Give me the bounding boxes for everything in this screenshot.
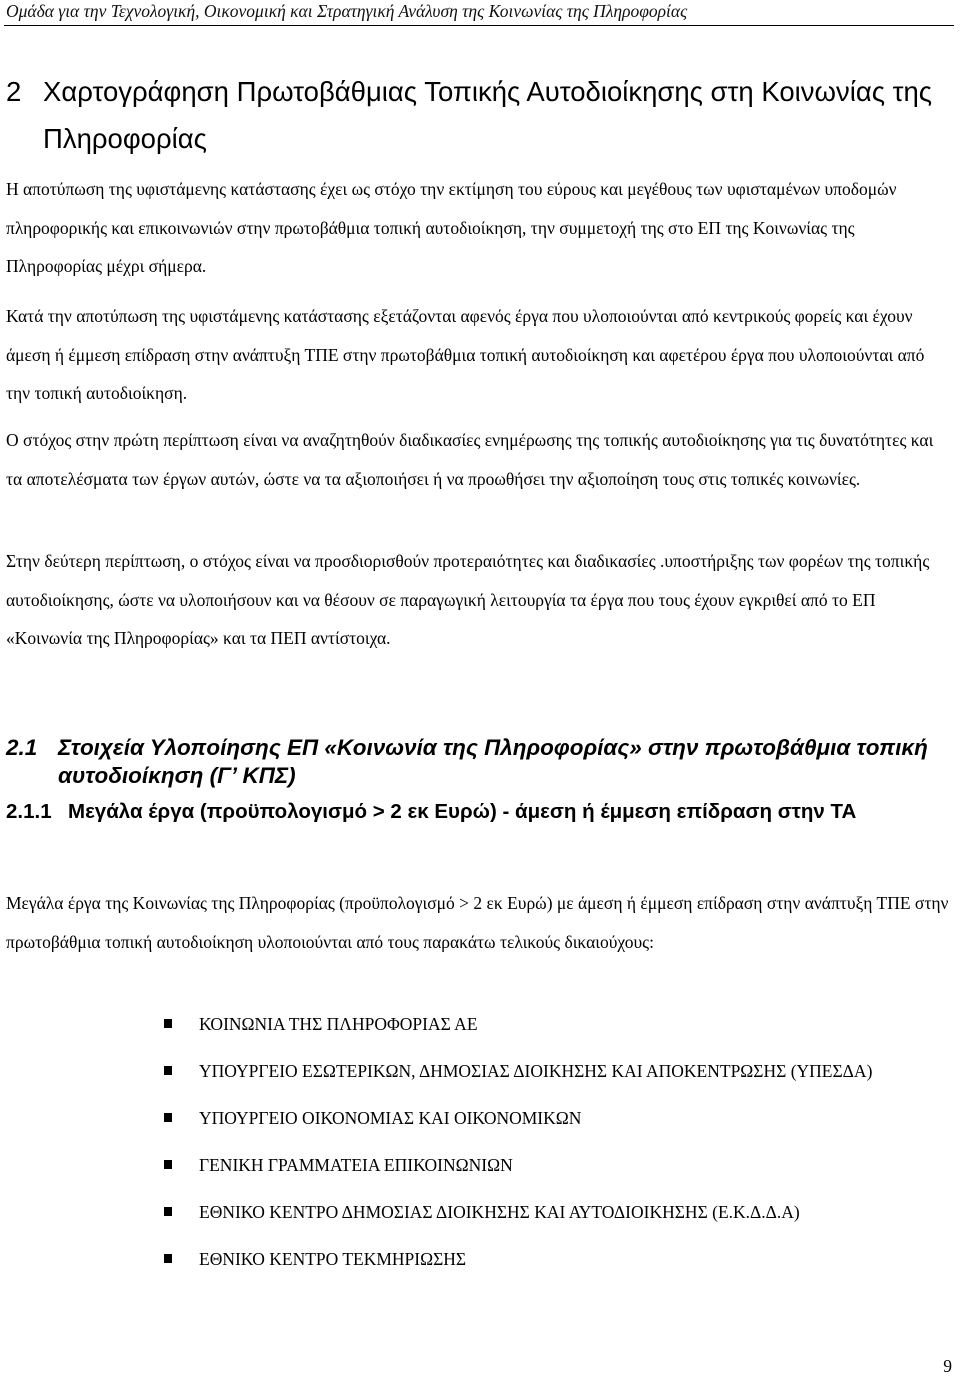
paragraph-4: Στην δεύτερη περίπτωση, ο στόχος είναι να προσδιορισθούν προτεραιότητες και διαδικασίες .υποστήριξης των φορέων της τοπικής αυτοδιοίκησης, ώστε να υλοποιήσουν και να θέσουν σε παραγωγική λειτουργία τα έργα που τους έχουν εγκριθεί από το ΕΠ «Κοινωνία της Πληροφορίας» και τα ΠΕΠ αντίστοιχα. (6, 551, 930, 648)
intro-paragraph: Μεγάλα έργα της Κοινωνίας της Πληροφορίας (προϋπολογισμό > 2 εκ Ευρώ) με άμεση ή έμμεση επίδραση στην ανάπτυξη ΤΠΕ στην πρωτοβάθμια τοπική αυτοδιοίκηση υλοποιούνται από τους παρακάτω τελικούς δικαιούχους: (6, 893, 949, 952)
list-item (162, 1005, 942, 1043)
square-bullet-icon (164, 1019, 172, 1028)
beneficiaries-list (162, 1005, 942, 1287)
page-number: 9 (943, 1356, 952, 1376)
square-bullet-icon (164, 1160, 172, 1169)
list-item (162, 1240, 942, 1278)
section-title: Χαρτογράφηση Πρωτοβάθμιας Τοπικής Αυτοδιοίκησης στη Κοινωνίας της Πληροφορίας (43, 76, 933, 154)
list-item (162, 1052, 942, 1090)
subsection-title: Στοιχεία Υλοποίησης ΕΠ «Κοινωνία της Πληροφορίας» στην πρωτοβάθμια τοπική αυτοδιοίκηση (Γ’ ΚΠΣ) (58, 735, 928, 788)
subsubsection-title: Μεγάλα έργα (προϋπολογισμό > 2 εκ Ευρώ) - άμεση ή έμμεση επίδραση στην ΤΑ (68, 800, 857, 823)
subsection-number: 2.1 (6, 735, 38, 760)
section-heading (6, 68, 946, 162)
list-item-text: ΕΘΝΙΚΟ ΚΕΝΤΡΟ ΤΕΚΜΗΡΙΩΣΗΣ (199, 1249, 467, 1269)
square-bullet-icon (164, 1113, 172, 1122)
paragraph-1: Η αποτύπωση της υφιστάμενης κατάστασης έχει ως στόχο την εκτίμηση του εύρους και μεγέθους των υφισταμένων υποδομών πληροφορικής και επικοινωνιών στην πρωτοβάθμια τοπική αυτοδιοίκηση, την συμμετοχή της στο ΕΠ της Κοινωνίας της Πληροφορίας μέχρι σήμερα. (6, 179, 897, 276)
paragraph-2: Κατά την αποτύπωση της υφιστάμενης κατάστασης εξετάζονται αφενός έργα που υλοποιούνται από κεντρικούς φορείς και έχουν άμεση ή έμμεση επίδραση στην ανάπτυξη ΤΠΕ στην πρωτοβάθμια τοπική αυτοδιοίκηση και αφετέρου έργα που υλοποιούνται από την τοπική αυτοδιοίκηση. (6, 306, 925, 403)
list-item-text: ΕΘΝΙΚΟ ΚΕΝΤΡΟ ΔΗΜΟΣΙΑΣ ΔΙΟΙΚΗΣΗΣ ΚΑΙ ΑΥΤΟΔΙΟΙΚΗΣΗΣ (Ε.Κ.Δ.Δ.Α) (199, 1202, 800, 1222)
list-item-text: ΓΕΝΙΚΗ ΓΡΑΜΜΑΤΕΙΑ ΕΠΙΚΟΙΝΩΝΙΩΝ (199, 1155, 513, 1175)
list-item-text: ΥΠΟΥΡΓΕΙΟ ΟΙΚΟΝΟΜΙΑΣ ΚΑΙ ΟΙΚΟΝΟΜΙΚΩΝ (199, 1108, 582, 1128)
section-number: 2 (6, 76, 22, 107)
subsection-heading (6, 734, 950, 790)
paragraph-3: Ο στόχος στην πρώτη περίπτωση είναι να αναζητηθούν διαδικασίες ενημέρωσης της τοπικής αυτοδιοίκησης για τις δυνατότητες και τα αποτελέσματα των έργων αυτών, ώστε να τα αξιοποιήσει ή να προωθήσει την αξιοποίηση τους στις τοπικές κοινωνίες. (6, 430, 934, 489)
square-bullet-icon (164, 1207, 172, 1216)
subsubsection-heading (6, 791, 950, 833)
list-item (162, 1193, 942, 1231)
list-item (162, 1146, 942, 1184)
list-item-text: ΥΠΟΥΡΓΕΙΟ ΕΣΩΤΕΡΙΚΩΝ, ΔΗΜΟΣΙΑΣ ΔΙΟΙΚΗΣΗΣ ΚΑΙ ΑΠΟΚΕΝΤΡΩΣΗΣ (ΥΠΕΣΔΑ) (199, 1061, 873, 1081)
subsubsection-number: 2.1.1 (6, 800, 52, 823)
square-bullet-icon (164, 1254, 172, 1263)
list-item-text: ΚΟΙΝΩΝΙΑ ΤΗΣ ΠΛΗΡΟΦΟΡΙΑΣ ΑΕ (199, 1014, 478, 1034)
running-header: Ομάδα για την Τεχνολογική, Οικονομική και Στρατηγική Ανάλυση της Κοινωνίας της Πληροφορίας (6, 1, 688, 21)
square-bullet-icon (164, 1066, 172, 1075)
list-item (162, 1099, 942, 1137)
header-rule (4, 25, 954, 26)
